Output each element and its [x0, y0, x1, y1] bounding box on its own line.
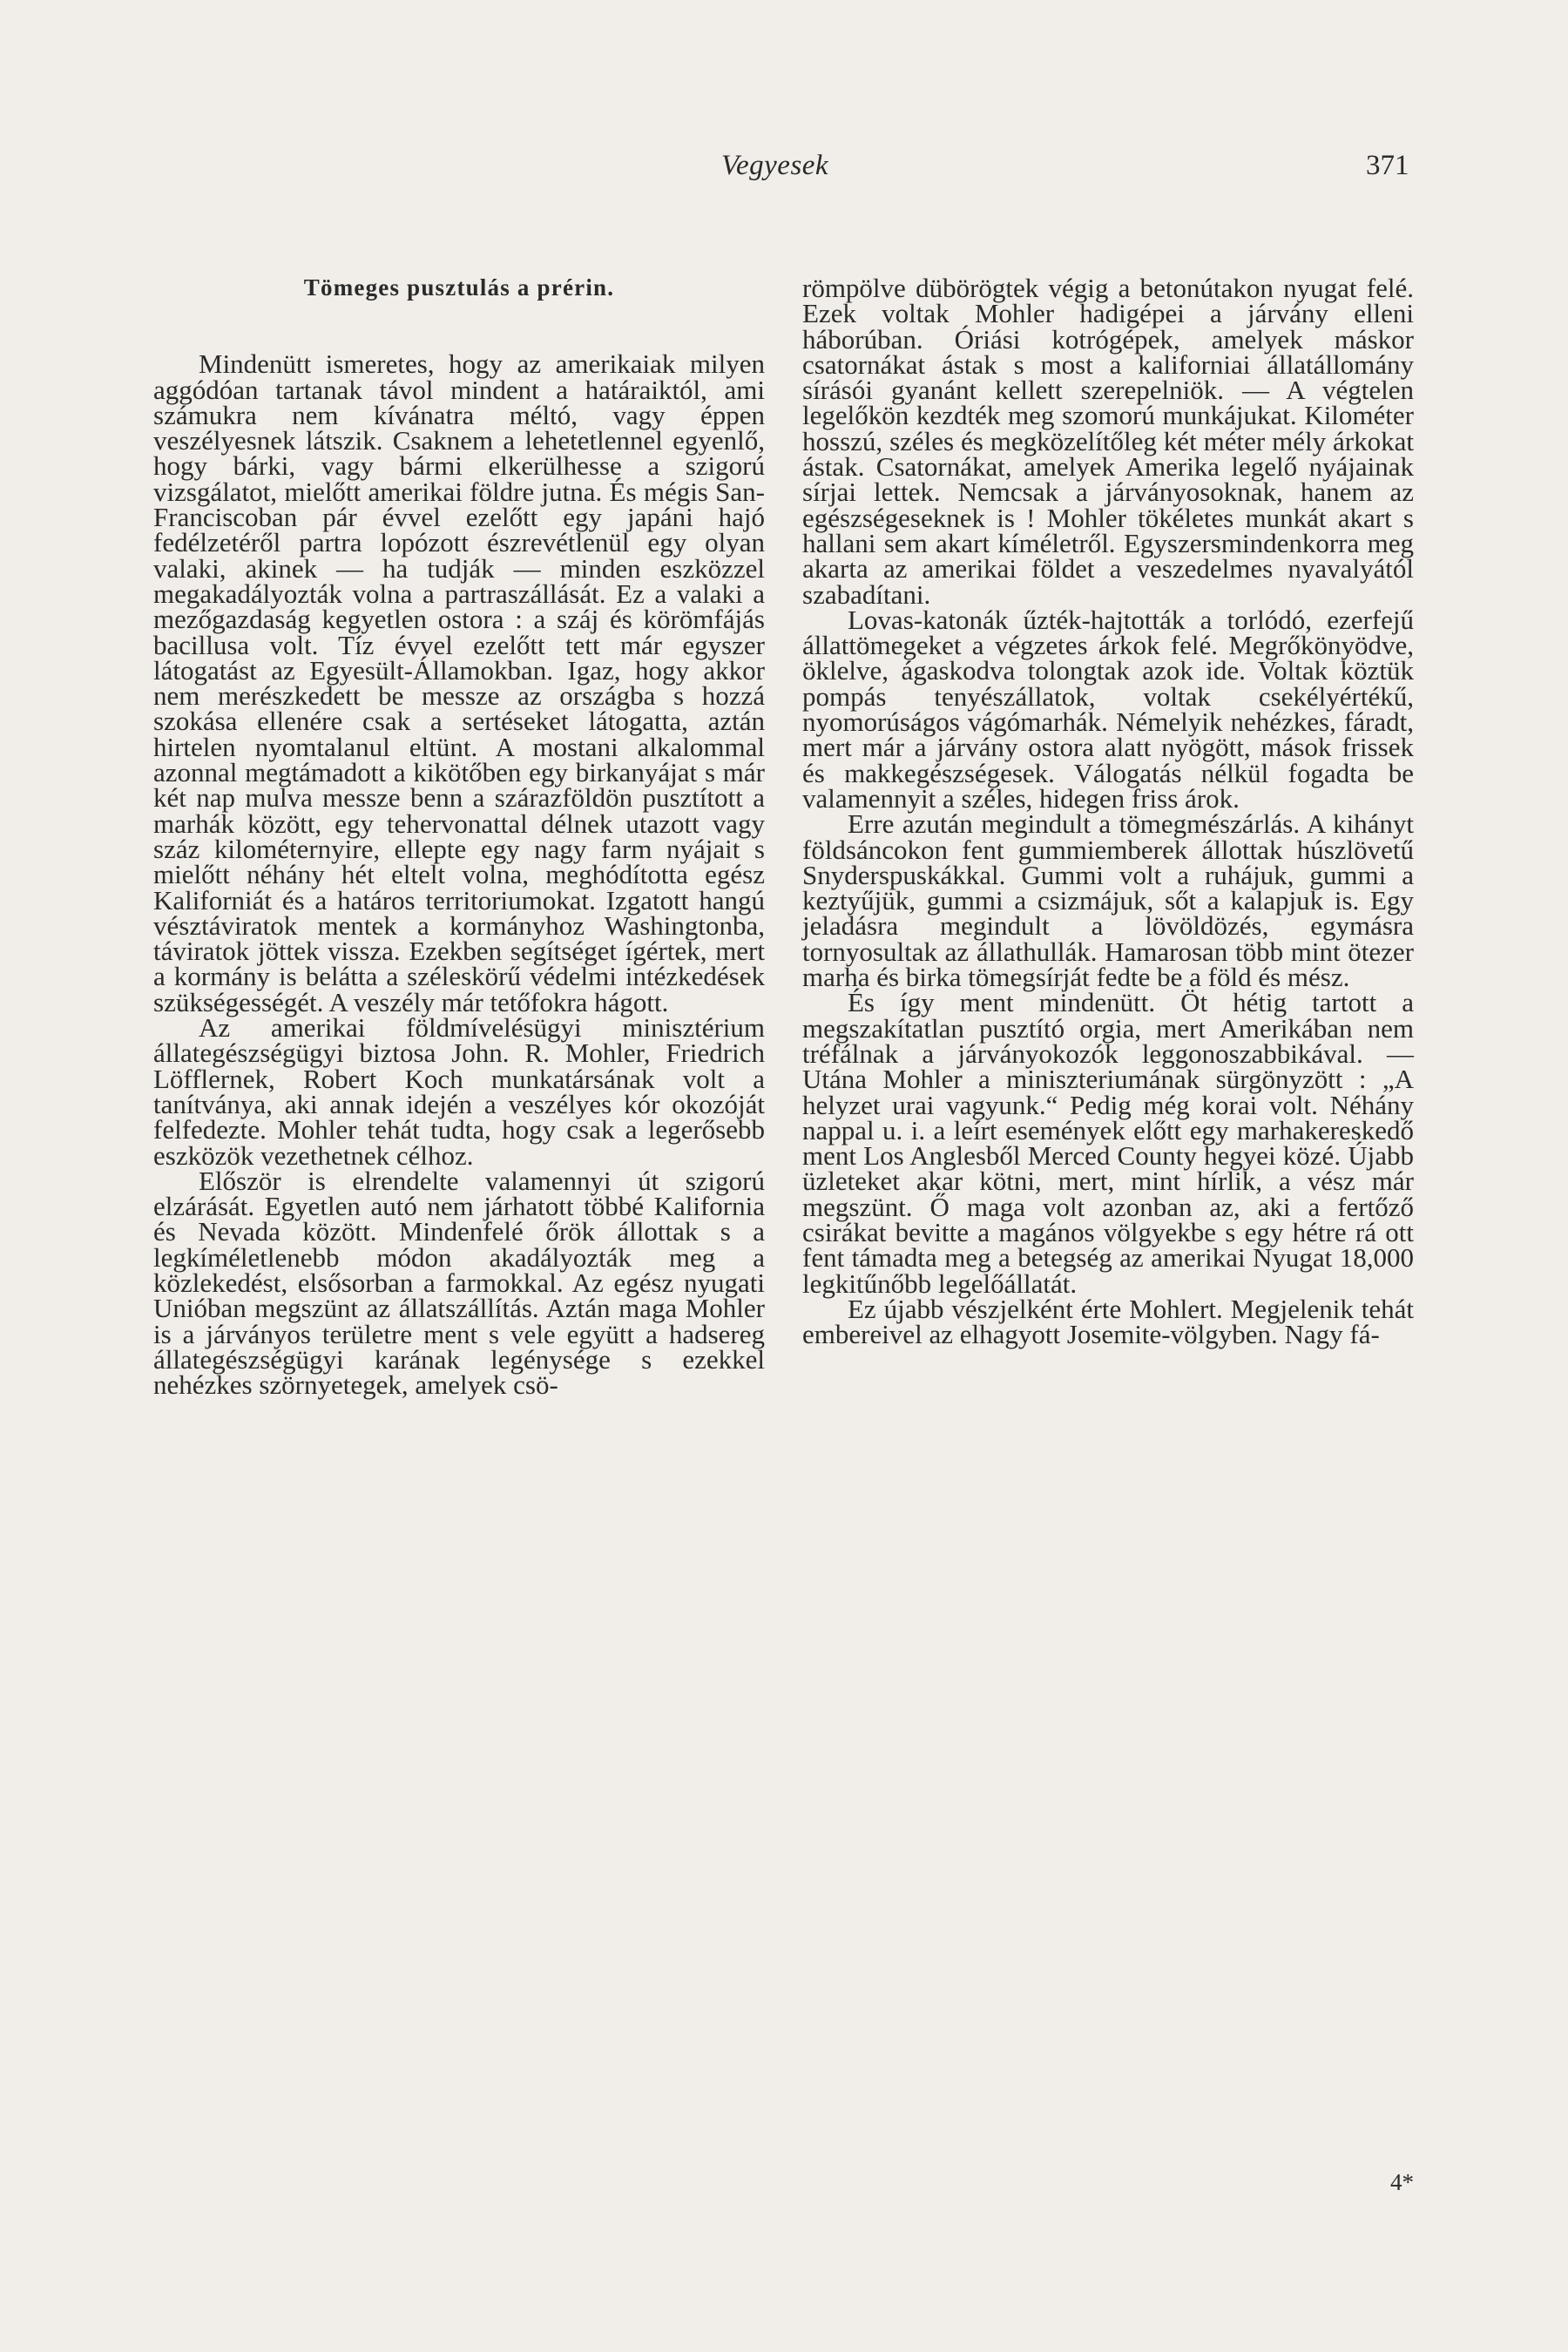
article-title: Tömeges pusztulás a prérin. — [303, 274, 615, 301]
paragraph: Erre azután megindult a tömegmészárlás. A kihányt földsáncokon fent gummiemberek állottak húszlövetű Snyderspuskákkal. Gummi volt a ruhájuk, gummi a keztyűjük, gummi a csizmájuk, sőt a kalapjuk is. Egy jeladásra megindult a lövöldözés, egymásra tornyosultak az állathullák. Hamarosan több mint ötezer marha és birka tömegsírját fedte be a föld és mész. — [802, 808, 1414, 993]
printer-signature-mark: 4* — [1390, 2169, 1414, 2195]
right-column — [802, 273, 1414, 1350]
running-header-title: Vegyesek — [721, 150, 829, 181]
paragraph: Lovas-katonák űzték-hajtották a torlódó, ezerfejű állattömegeket a végzetes árkok felé. Megrőkönyödve, öklelve, ágaskodva tolongtak azok ide. Voltak köztük pompás tenyészállatok, voltak csekélyértékű, nyomorúságos vágómarhák. Némelyik nehézkes, fáradt, mert már a járvány ostora alatt nyögött, mások frissek és makkegészségesek. Válogatás nélkül fogadta be valamennyit a széles, hidegen friss árok. — [802, 604, 1414, 814]
paragraph: Mindenütt ismeretes, hogy az amerikaiak milyen aggódóan tartanak távol mindent a határaiktól, ami számukra nem kívánatra méltó, vagy éppen veszélyesnek látszik. Csaknem a lehetetlennel egyenlő, hogy bárki, vagy bármi elkerülhesse a szigorú vizsgálatot, mielőtt amerikai földre jutna. És mégis San-Franciscoban pár évvel ezelőtt egy japáni hajó fedélzetéről partra lopózott észrevétlenül egy olyan valaki, akinek — ha tudják — minden eszközzel megakadályozták volna a partraszállását. Ez a valaki a mezőgazdaság kegyetlen ostora : a száj és körömfájás bacillusa volt. Tíz évvel ezelőtt tett már egyszer látogatást az Egyesült-Államokban. Igaz, hogy akkor nem merészkedett be messze az országba s hozzá szokása ellenére csak a sertéseket látogatta, aztán hirtelen nyomtalanul eltünt. A mostani alkalommal azonnal megtámadott a kikötőben egy birkanyájat s már két nap mulva messze benn a szárazföldön pusztított a marhák között, egy tehervonattal délnek utazott vagy száz kilométernyire, ellepte egy nagy farm nyájait s mielőtt néhány hét eltelt volna, meghódította egész Kaliforniát és a határos territoriumokat. Izgatott hangú vésztáviratok mentek a kormányhoz Washingtonba, táviratok jöttek vissza. Ezekben segítséget ígértek, mert a kormány is belátta a széleskörű védelmi intézkedések szükségességét. A veszély már tetőfokra hágott. — [153, 348, 765, 1017]
paragraph: Az amerikai földmívelésügyi minisztérium állategészségügyi biztosa John. R. Mohler, Friedrich Löfflernek, Robert Koch munkatársának volt a tanítványa, aki annak idején a veszélyes kór okozóját felfedezte. Mohler tehát tudta, hogy csak a legerősebb eszközök vezethetnek célhoz. — [153, 1012, 765, 1171]
paragraph-continued: römpölve dübörögtek végig a betonútakon nyugat felé. Ezek voltak Mohler hadigépei a járvány elleni háborúban. Óriási kotrógépek, amelyek máskor csatornákat ástak s most a kaliforniai állatállomány sírásói gyanánt kellett szerepelniök. — A végtelen legelőkön kezdték meg szomorú munkájukat. Kilométer hosszú, széles és megközelítőleg két méter mély árkokat ástak. Csatornákat, amelyek Amerika legelő nyájainak sírjai lettek. Nemcsak a járványosoknak, hanem az egészségeseknek is ! Mohler tökéletes munkát akart s hallani sem akart kíméletről. Egyszersmindenkorra meg akarta az amerikai földet a veszedelmes nyavalyától szabadítani. — [802, 273, 1414, 610]
paragraph: És így ment mindenütt. Öt hétig tartott a megszakítatlan pusztító orgia, mert Amerikában nem tréfálnak a járványokozók leggonoszabbikával. — Utána Mohler a miniszteriumának sürgönyzött : „A helyzet urai vagyunk.“ Pedig még korai volt. Néhány nappal u. i. a leírt események előtt egy marhakereskedő ment Los Anglesből Merced County hegyei közé. Újabb üzleteket akar kötni, mert, mint hírlik, a vész már megszünt. Ő maga volt azonban az, aki a fertőző csirákat bevitte a magános völgyekbe s egy hétre rá ott fent támadta meg a betegség az amerikai Nyugat 18,000 legkitűnőbb legelőállatát. — [802, 987, 1414, 1299]
paragraph: Ez újabb vészjelként érte Mohlert. Megjelenik tehát embereivel az elhagyott Josemite-völgyben. Nagy fá- — [802, 1293, 1414, 1350]
page-number: 371 — [1366, 150, 1409, 181]
paragraph: Először is elrendelte valamennyi út szigorú elzárását. Egyetlen autó nem járhatott többé Kalifornia és Nevada között. Mindenfelé őrök állottak s a legkíméletlenebb módon akadályozták meg a közlekedést, elsősorban a farmokkal. Az egész nyugati Unióban megszünt az állatszállítás. Aztán maga Mohler is a járványos területre ment s vele együtt a hadsereg állategészségügyi karának legénysége s ezekkel nehézkes szörnyetegek, amelyek csö- — [153, 1165, 765, 1401]
left-column — [153, 274, 765, 1401]
